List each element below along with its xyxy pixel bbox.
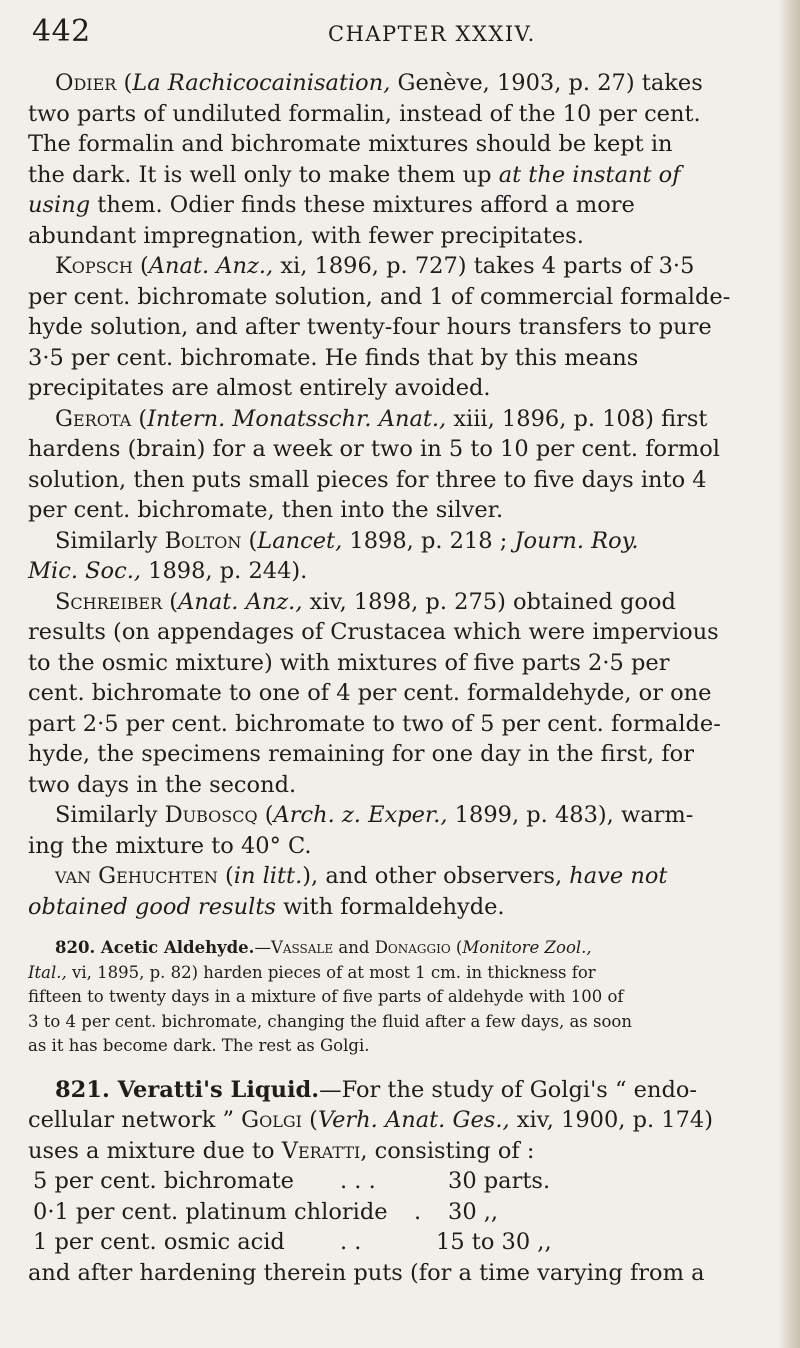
- text-line: Mic. Soc., 1898, p. 244).: [28, 558, 308, 584]
- page-number: 442: [32, 14, 91, 49]
- text-line: per cent. bichromate solution, and 1 of commercial formalde-: [28, 283, 731, 310]
- paragraph-van-gehuchten: [28, 861, 784, 922]
- text-line: uses a mixture due to Veratti, consisting of :: [28, 1137, 535, 1164]
- paragraph-gerota: [28, 404, 784, 526]
- text-line: Odier (La Rachicocainisation, Genève, 1903, p. 27) takes: [55, 70, 703, 96]
- text-line: Gerota (Intern. Monatsschr. Anat., xiii, 1896, p. 108) first: [55, 405, 708, 432]
- text-line: two parts of undiluted formalin, instead of the 10 per cent.: [28, 100, 701, 127]
- text-line: fifteen to twenty days in a mixture of five parts of aldehyde with 100 of: [28, 987, 624, 1006]
- text-line: Schreiber (Anat. Anz., xiv, 1898, p. 275) obtained good: [55, 588, 676, 615]
- section-heading: 820. Acetic Aldehyde.: [55, 938, 255, 957]
- section-820-acetic-aldehyde: [28, 936, 784, 1059]
- text-line: precipitates are almost entirely avoided.: [28, 375, 491, 401]
- formula-amount: 30 ,,: [448, 1198, 499, 1225]
- text-line: Similarly Duboscq (Arch. z. Exper., 1899, p. 483), warm-: [55, 802, 694, 828]
- text-line: hyde solution, and after twenty-four hours transfers to pure: [28, 314, 712, 340]
- text-line: the dark. It is well only to make them up at the instant of: [28, 161, 681, 188]
- formula-amount: 15 to 30 ,,: [436, 1229, 552, 1255]
- body-text: [28, 68, 784, 1288]
- text-line: The formalin and bichromate mixtures should be kept in: [28, 131, 673, 157]
- text-line: 3·5 per cent. bichromate. He finds that by this means: [28, 344, 639, 371]
- text-line: two days in the second.: [28, 771, 297, 798]
- text-line: 820. Acetic Aldehyde.—Vassale and Donaggio (Monitore Zool.,: [55, 938, 592, 957]
- text-line: van Gehuchten (in litt.), and other observers, have not: [55, 863, 668, 889]
- text-line: abundant impregnation, with fewer precipitates.: [28, 222, 584, 249]
- running-head: CHAPTER XXXIV.: [328, 22, 536, 46]
- text-line: Similarly Bolton (Lancet, 1898, p. 218 ; Journ. Roy.: [55, 527, 639, 554]
- formula-leader: . .: [340, 1229, 362, 1255]
- section-821-verattis-liquid: [28, 1075, 784, 1289]
- formula-leader: .: [414, 1198, 422, 1225]
- text-line: as it has become dark. The rest as Golgi.: [28, 1036, 370, 1055]
- text-line: hyde, the specimens remaining for one day in the first, for: [28, 741, 694, 767]
- text-line: hardens (brain) for a week or two in 5 to 10 per cent. formol: [28, 436, 720, 462]
- text-line: per cent. bichromate, then into the silver.: [28, 497, 504, 523]
- text-line: part 2·5 per cent. bichromate to two of 5 per cent. formalde-: [28, 710, 721, 737]
- formula-row: [28, 1197, 784, 1228]
- text-line: obtained good results with formaldehyde.: [28, 893, 505, 920]
- formula-row: [28, 1227, 784, 1258]
- paragraph-schreiber: [28, 587, 784, 801]
- formula-ingredient: 5 per cent. bichromate: [33, 1168, 294, 1194]
- section-heading: 821. Veratti's Liquid.: [55, 1076, 320, 1103]
- formula-leader: . . .: [340, 1168, 376, 1194]
- text-line: 821. Veratti's Liquid.—For the study of Golgi's “ endo-: [55, 1076, 697, 1103]
- text-line: and after hardening therein puts (for a time varying from a: [28, 1259, 705, 1286]
- paragraph-bolton: [28, 526, 784, 587]
- formula-ingredient: 0·1 per cent. platinum chloride: [33, 1198, 388, 1225]
- text-line: Kopsch (Anat. Anz., xi, 1896, p. 727) takes 4 parts of 3·5: [55, 253, 695, 279]
- formula-row: [28, 1166, 784, 1197]
- text-line: 3 to 4 per cent. bichromate, changing the fluid after a few days, as soon: [28, 1011, 632, 1031]
- text-line: to the osmic mixture) with mixtures of five parts 2·5 per: [28, 649, 670, 676]
- text-line: solution, then puts small pieces for three to five days into 4: [28, 466, 707, 493]
- text-line: cellular network ” Golgi (Verh. Anat. Ges., xiv, 1900, p. 174): [28, 1107, 714, 1133]
- formula-ingredient: 1 per cent. osmic acid: [33, 1229, 285, 1255]
- paragraph-kopsch: [28, 251, 784, 404]
- paragraph-odier: [28, 68, 784, 251]
- formula-amount: 30 parts.: [448, 1168, 551, 1194]
- text-line: results (on appendages of Crustacea which were impervious: [28, 619, 719, 645]
- text-line: cent. bichromate to one of 4 per cent. formaldehyde, or one: [28, 680, 712, 706]
- paragraph-duboscq: [28, 800, 784, 861]
- text-line: Ital., vi, 1895, p. 82) harden pieces of at most 1 cm. in thickness for: [28, 962, 596, 982]
- text-line: using them. Odier finds these mixtures afford a more: [28, 192, 635, 218]
- text-line: ing the mixture to 40° C.: [28, 832, 312, 859]
